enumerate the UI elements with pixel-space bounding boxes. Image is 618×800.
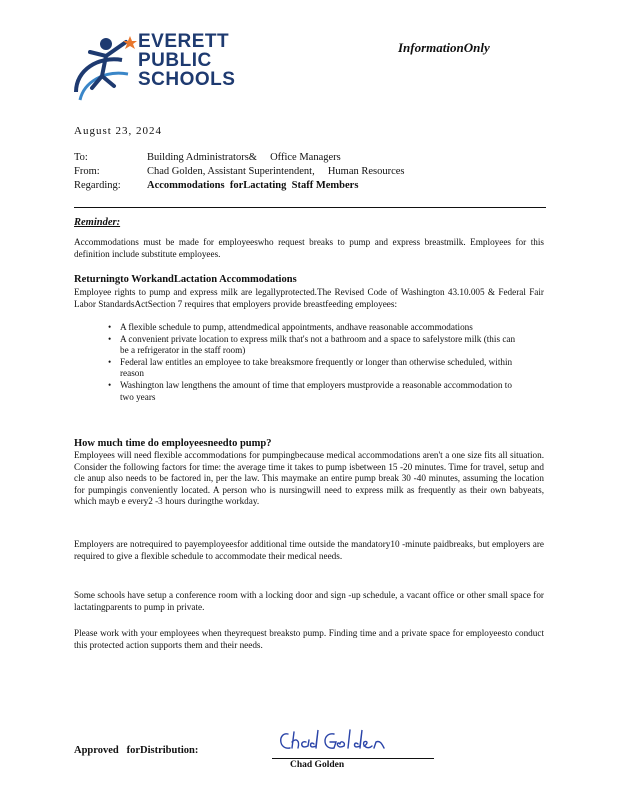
list-item: • A flexible schedule to pump, attendmedical appointments, andhave reasonable accommodations	[120, 322, 520, 334]
paragraph-rights: Employee rights to pump and express milk are legallyprotected.The Revised Code of Washington 43.10.005 & Federal Fair Labor StandardsActSection 7 requires that employers provide breastfeeding employees:	[74, 287, 544, 309]
section-heading-time: How much time do employeesneedto pump?	[74, 438, 272, 449]
logo-line-2: PUBLIC	[138, 50, 212, 71]
paragraph-space: Some schools have setup a conference room with a locking door and sign -up schedule, a vacant office or other small space for lactatingparents to pump in private.	[74, 590, 544, 612]
signature-image	[276, 726, 386, 756]
to-label: To:	[74, 152, 88, 163]
from-value: Chad Golden, Assistant Superintendent, Human Resources	[147, 166, 405, 177]
paragraph-time: Employees will need flexible accommodations for pumpingbecause medical accommodations aren't a one size fits all situation. Consider the following factors for time: the average time it takes to pump isbetween 15 -20 minutes. Time for travel, setup and cle anup also needs to be factored in, per the law. This maymake an entire pump break 30 -40 minutes, assuming the location for pumpingis conveniently located. A person who is nursingwill need to express milk as frequently as their own babyeats, which mayb e every2 -3 hours duringthe workday.	[74, 450, 544, 507]
section-heading-returning: Returningto WorkandLactation Accommodations	[74, 274, 297, 285]
paragraph-accommodations: Accommodations must be made for employeeswho request breaks to pump and express breastmilk. Employees for this definition include substitute employees.	[74, 237, 544, 259]
regarding-value: Accommodations forLactating Staff Members	[147, 180, 359, 191]
logo-line-1: EVERETT	[138, 31, 230, 52]
signer-name: Chad Golden	[290, 760, 345, 770]
school-logo-icon	[70, 30, 140, 110]
logo-wordmark	[138, 32, 235, 89]
paragraph-closing: Please work with your employees when theyrequest breaksto pump. Finding time and a private space for employeesto conduct this protected action supports them and their needs.	[74, 628, 544, 650]
signature-line	[272, 758, 434, 759]
list-item: • Federal law entitles an employee to take breaksmore frequently or longer than otherwise scheduled, within reason	[120, 357, 520, 380]
header-divider	[74, 207, 546, 208]
memo-date: August 23, 2024	[74, 125, 163, 137]
reminder-heading: Reminder:	[74, 217, 121, 228]
logo-line-3: SCHOOLS	[138, 69, 236, 90]
district-logo	[70, 30, 260, 110]
list-item: • Washington law lengthens the amount of time that employers mustprovide a reasonable accommodation to two years	[120, 380, 520, 403]
from-label: From:	[74, 166, 100, 177]
regarding-label: Regarding:	[74, 180, 121, 191]
to-value: Building Administrators& Office Managers	[147, 152, 341, 163]
paragraph-pay: Employers are notrequired to payemployeesfor additional time outside the mandatory10 -minute paidbreaks, but employers are required to give a flexible schedule to accommodate their medical needs.	[74, 539, 544, 561]
information-only-notice: InformationOnly	[398, 40, 490, 55]
approved-label: Approved forDistribution:	[74, 745, 199, 756]
list-item: • A convenient private location to express milk that's not a bathroom and a space to safelystore milk (this can be a refrigerator in the staff room)	[120, 334, 520, 357]
rights-list	[106, 322, 520, 403]
